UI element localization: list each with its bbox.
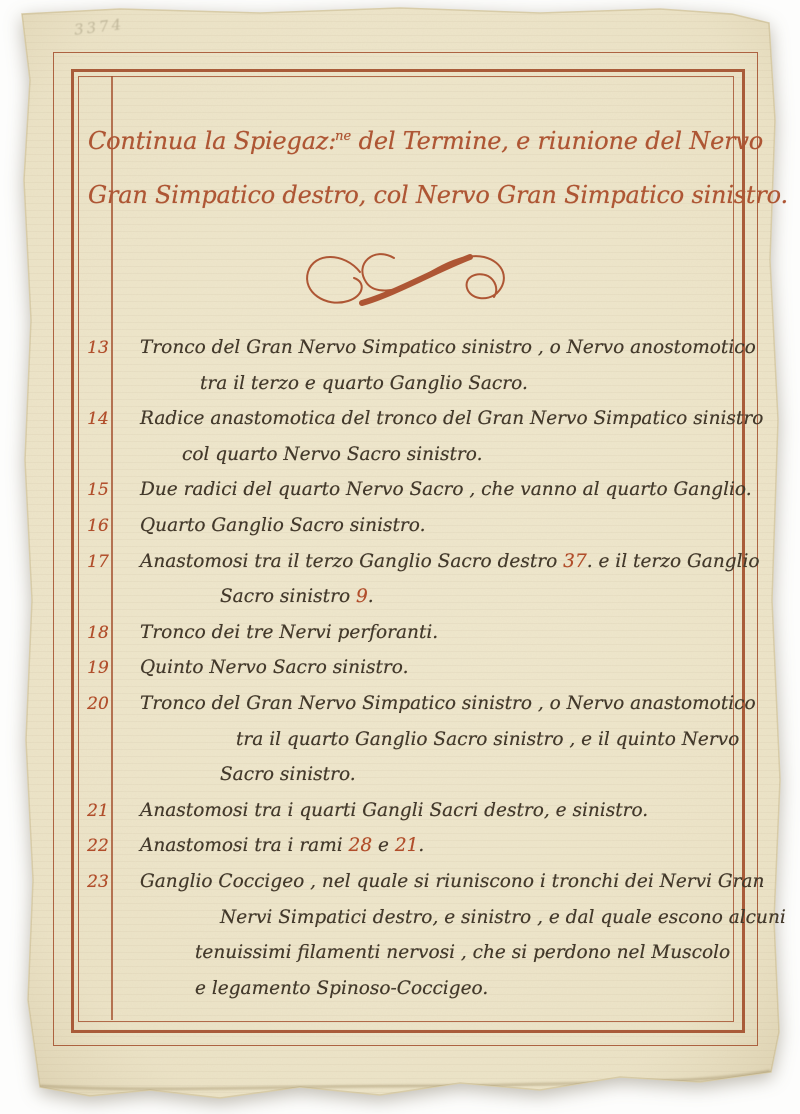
figure-reference-number: 37 (563, 550, 587, 572)
entry-number: 23 (87, 871, 109, 892)
entry-line (140, 722, 740, 758)
list-item (87, 864, 786, 1006)
entries-list (87, 330, 786, 1006)
entry-text: Nervi Simpatici destro, e sinistro , e dal quale escono alcuni (220, 906, 786, 928)
entry-line (140, 971, 732, 1007)
entry-line (140, 544, 760, 580)
entry-text: Due radici del quarto Nervo Sacro , che vanno al quarto Ganglio. (140, 479, 752, 501)
entry-line (140, 508, 732, 544)
entry-text: Anastomosi tra i quarti Gangli Sacri destro, e sinistro. (140, 799, 649, 821)
entry-text: Anastomosi tra il terzo Ganglio Sacro destro (140, 550, 564, 572)
entry-text: e legamento Spinoso-Coccigeo. (195, 977, 489, 999)
entry-text: Sacro sinistro. (220, 764, 356, 786)
entry-number: 22 (87, 836, 109, 857)
entry-text: Anastomosi tra i rami (140, 835, 349, 857)
entry-text: . (418, 835, 425, 857)
page-title (88, 110, 788, 222)
entry-text: Sacro sinistro (220, 586, 356, 608)
entry-number: 19 (87, 658, 109, 679)
entry-number: 14 (87, 409, 109, 430)
figure-reference-number: 28 (348, 835, 373, 857)
entry-text: Tronco dei tre Nervi perforanti. (140, 621, 439, 643)
entry-text: Radice anastomotica del tronco del Gran Nervo Simpatico sinistro (140, 408, 764, 430)
entry-line (140, 579, 732, 615)
entry-line (140, 330, 756, 366)
list-item (87, 793, 732, 829)
entry-line (140, 793, 732, 829)
entry-text: tra il terzo e quarto Ganglio Sacro. (200, 372, 528, 394)
entry-line (140, 900, 786, 936)
list-item (87, 544, 760, 615)
entry-text: e (372, 835, 395, 857)
entry-number: 15 (87, 480, 109, 501)
figure-reference-number: 9 (355, 586, 368, 608)
entry-line (140, 615, 732, 651)
entry-text: Ganglio Coccigeo , nel quale si riuniscono i tronchi dei Nervi Gran (140, 870, 765, 892)
list-item (87, 472, 752, 508)
calligraphic-flourish-icon (298, 240, 520, 324)
entry-line (140, 366, 732, 402)
entry-line (140, 437, 732, 473)
entry-text: Tronco del Gran Nervo Simpatico sinistro , o Nervo anostomotico (140, 337, 756, 358)
entry-line (140, 864, 765, 900)
entry-line (140, 757, 732, 793)
list-item (87, 686, 756, 793)
entry-text: Quarto Ganglio Sacro sinistro. (140, 514, 426, 536)
list-item (87, 401, 764, 472)
entry-line (140, 686, 756, 722)
entry-number: 13 (87, 338, 109, 358)
entry-text: Quinto Nervo Sacro sinistro. (140, 657, 409, 679)
entry-number: 20 (87, 693, 109, 714)
entry-number: 17 (87, 551, 109, 572)
entry-text: . (367, 586, 374, 608)
entry-line (140, 472, 752, 508)
entry-number: 18 (87, 622, 109, 643)
list-item (87, 828, 732, 864)
list-item (87, 615, 732, 651)
entry-text: col quarto Nervo Sacro sinistro. (182, 443, 483, 465)
entry-text: . e il terzo Ganglio (586, 550, 760, 572)
list-item (87, 330, 756, 401)
entry-text: Tronco del Gran Nervo Simpatico sinistro , o Nervo anastomotico (140, 692, 756, 714)
superscript-abbreviation: ne (335, 129, 352, 144)
entry-text: tra il quarto Ganglio Sacro sinistro , e il quinto Nervo (236, 728, 740, 750)
entry-number: 16 (87, 515, 109, 536)
entry-line (140, 650, 732, 686)
list-item (87, 650, 732, 686)
entry-line (140, 935, 732, 971)
title-line-1: Continua la Spiegaz:$^{ne}$ del Termine, e riunione del Nervo (88, 127, 763, 155)
entry-line (140, 401, 764, 437)
entry-line (140, 828, 732, 864)
list-item (87, 508, 732, 544)
entry-number: 21 (87, 800, 109, 821)
title-line-2: Gran Simpatico destro, col Nervo Gran Simpatico sinistro. (88, 181, 788, 209)
entry-text: tenuissimi filamenti nervosi , che si perdono nel Muscolo (195, 942, 731, 964)
pencil-note: 3374 (73, 15, 126, 39)
figure-reference-number: 21 (394, 835, 419, 857)
